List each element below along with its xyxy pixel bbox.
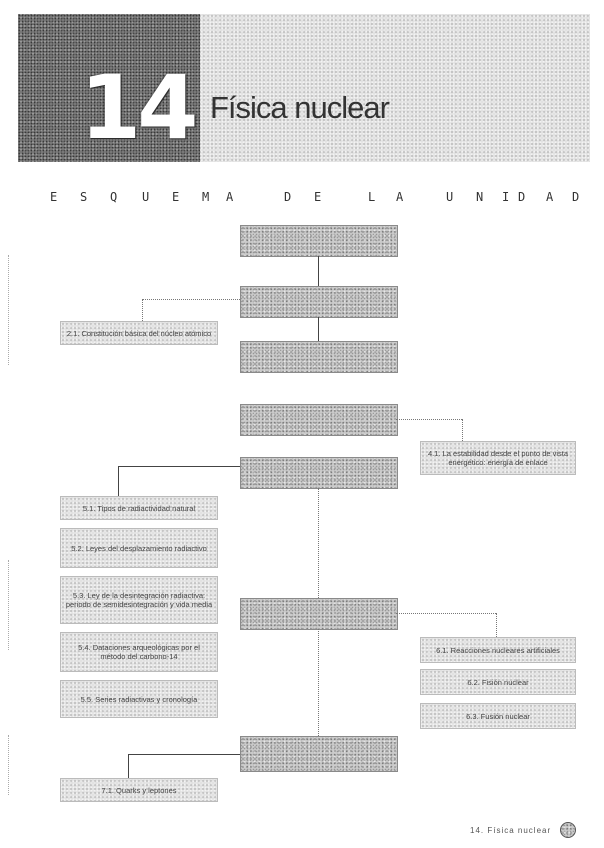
connector [118, 466, 119, 496]
heading-letter: A [226, 190, 234, 204]
connector [318, 629, 319, 736]
chapter-number: 14 [80, 56, 195, 159]
box-6-1: 6.1. Reacciones nucleares artificiales [420, 637, 576, 663]
heading-letter: E [314, 190, 322, 204]
margin-mark [8, 735, 9, 795]
heading-letter: I [502, 190, 510, 204]
globe-icon [560, 822, 576, 838]
connector [142, 299, 240, 300]
heading-letter: S [80, 190, 88, 204]
heading-letter: U [142, 190, 150, 204]
margin-mark [8, 255, 9, 365]
heading-letter: Q [110, 190, 118, 204]
section-heading [50, 190, 590, 210]
heading-letter: A [396, 190, 404, 204]
heading-letter: D [518, 190, 526, 204]
box-5-5: 5.5. Series radiactivas y cronología [60, 680, 218, 718]
connector [128, 754, 129, 778]
heading-letter: U [446, 190, 454, 204]
footer-text: 14. Física nuclear [470, 826, 552, 835]
box-5-2: 5.2. Leyes del desplazamiento radiactivo [60, 528, 218, 568]
main-box-4 [240, 404, 398, 436]
connector [396, 613, 496, 614]
heading-letter: L [368, 190, 376, 204]
main-box-3 [240, 341, 398, 373]
main-box-6 [240, 598, 398, 630]
heading-letter: M [202, 190, 210, 204]
margin-mark [8, 560, 9, 650]
main-box-5 [240, 457, 398, 489]
connector [318, 256, 319, 286]
chapter-title: Física nuclear [210, 90, 389, 125]
box-5-4: 5.4. Dataciones arqueológicas por el método del carbono-14 [60, 632, 218, 672]
connector [318, 317, 319, 341]
heading-letter: E [172, 190, 180, 204]
box-5-3: 5.3. Ley de la desintegración radiactiva: periodo de semidesintegración y vida media [60, 576, 218, 624]
connector [496, 613, 497, 637]
connector [118, 466, 240, 467]
connector [142, 299, 143, 321]
box-7-1: 7.1. Quarks y leptones [60, 778, 218, 802]
connector [462, 419, 463, 441]
main-box-2 [240, 286, 398, 318]
box-5-1: 5.1. Tipos de radiactividad natural [60, 496, 218, 520]
box-2-1: 2.1. Constitución básica del núcleo atómico [60, 321, 218, 345]
connector [318, 488, 319, 598]
heading-letter: A [546, 190, 554, 204]
connector [396, 419, 462, 420]
heading-letter: N [476, 190, 484, 204]
heading-letter: E [50, 190, 58, 204]
heading-letter: D [572, 190, 580, 204]
box-4-1: 4.1. La estabilidad desde el punto de vista energético: energía de enlace [420, 441, 576, 475]
heading-letter: D [284, 190, 292, 204]
connector [128, 754, 240, 755]
box-6-2: 6.2. Fisión nuclear [420, 669, 576, 695]
box-6-3: 6.3. Fusión nuclear [420, 703, 576, 729]
main-box-7 [240, 736, 398, 772]
main-box-1 [240, 225, 398, 257]
